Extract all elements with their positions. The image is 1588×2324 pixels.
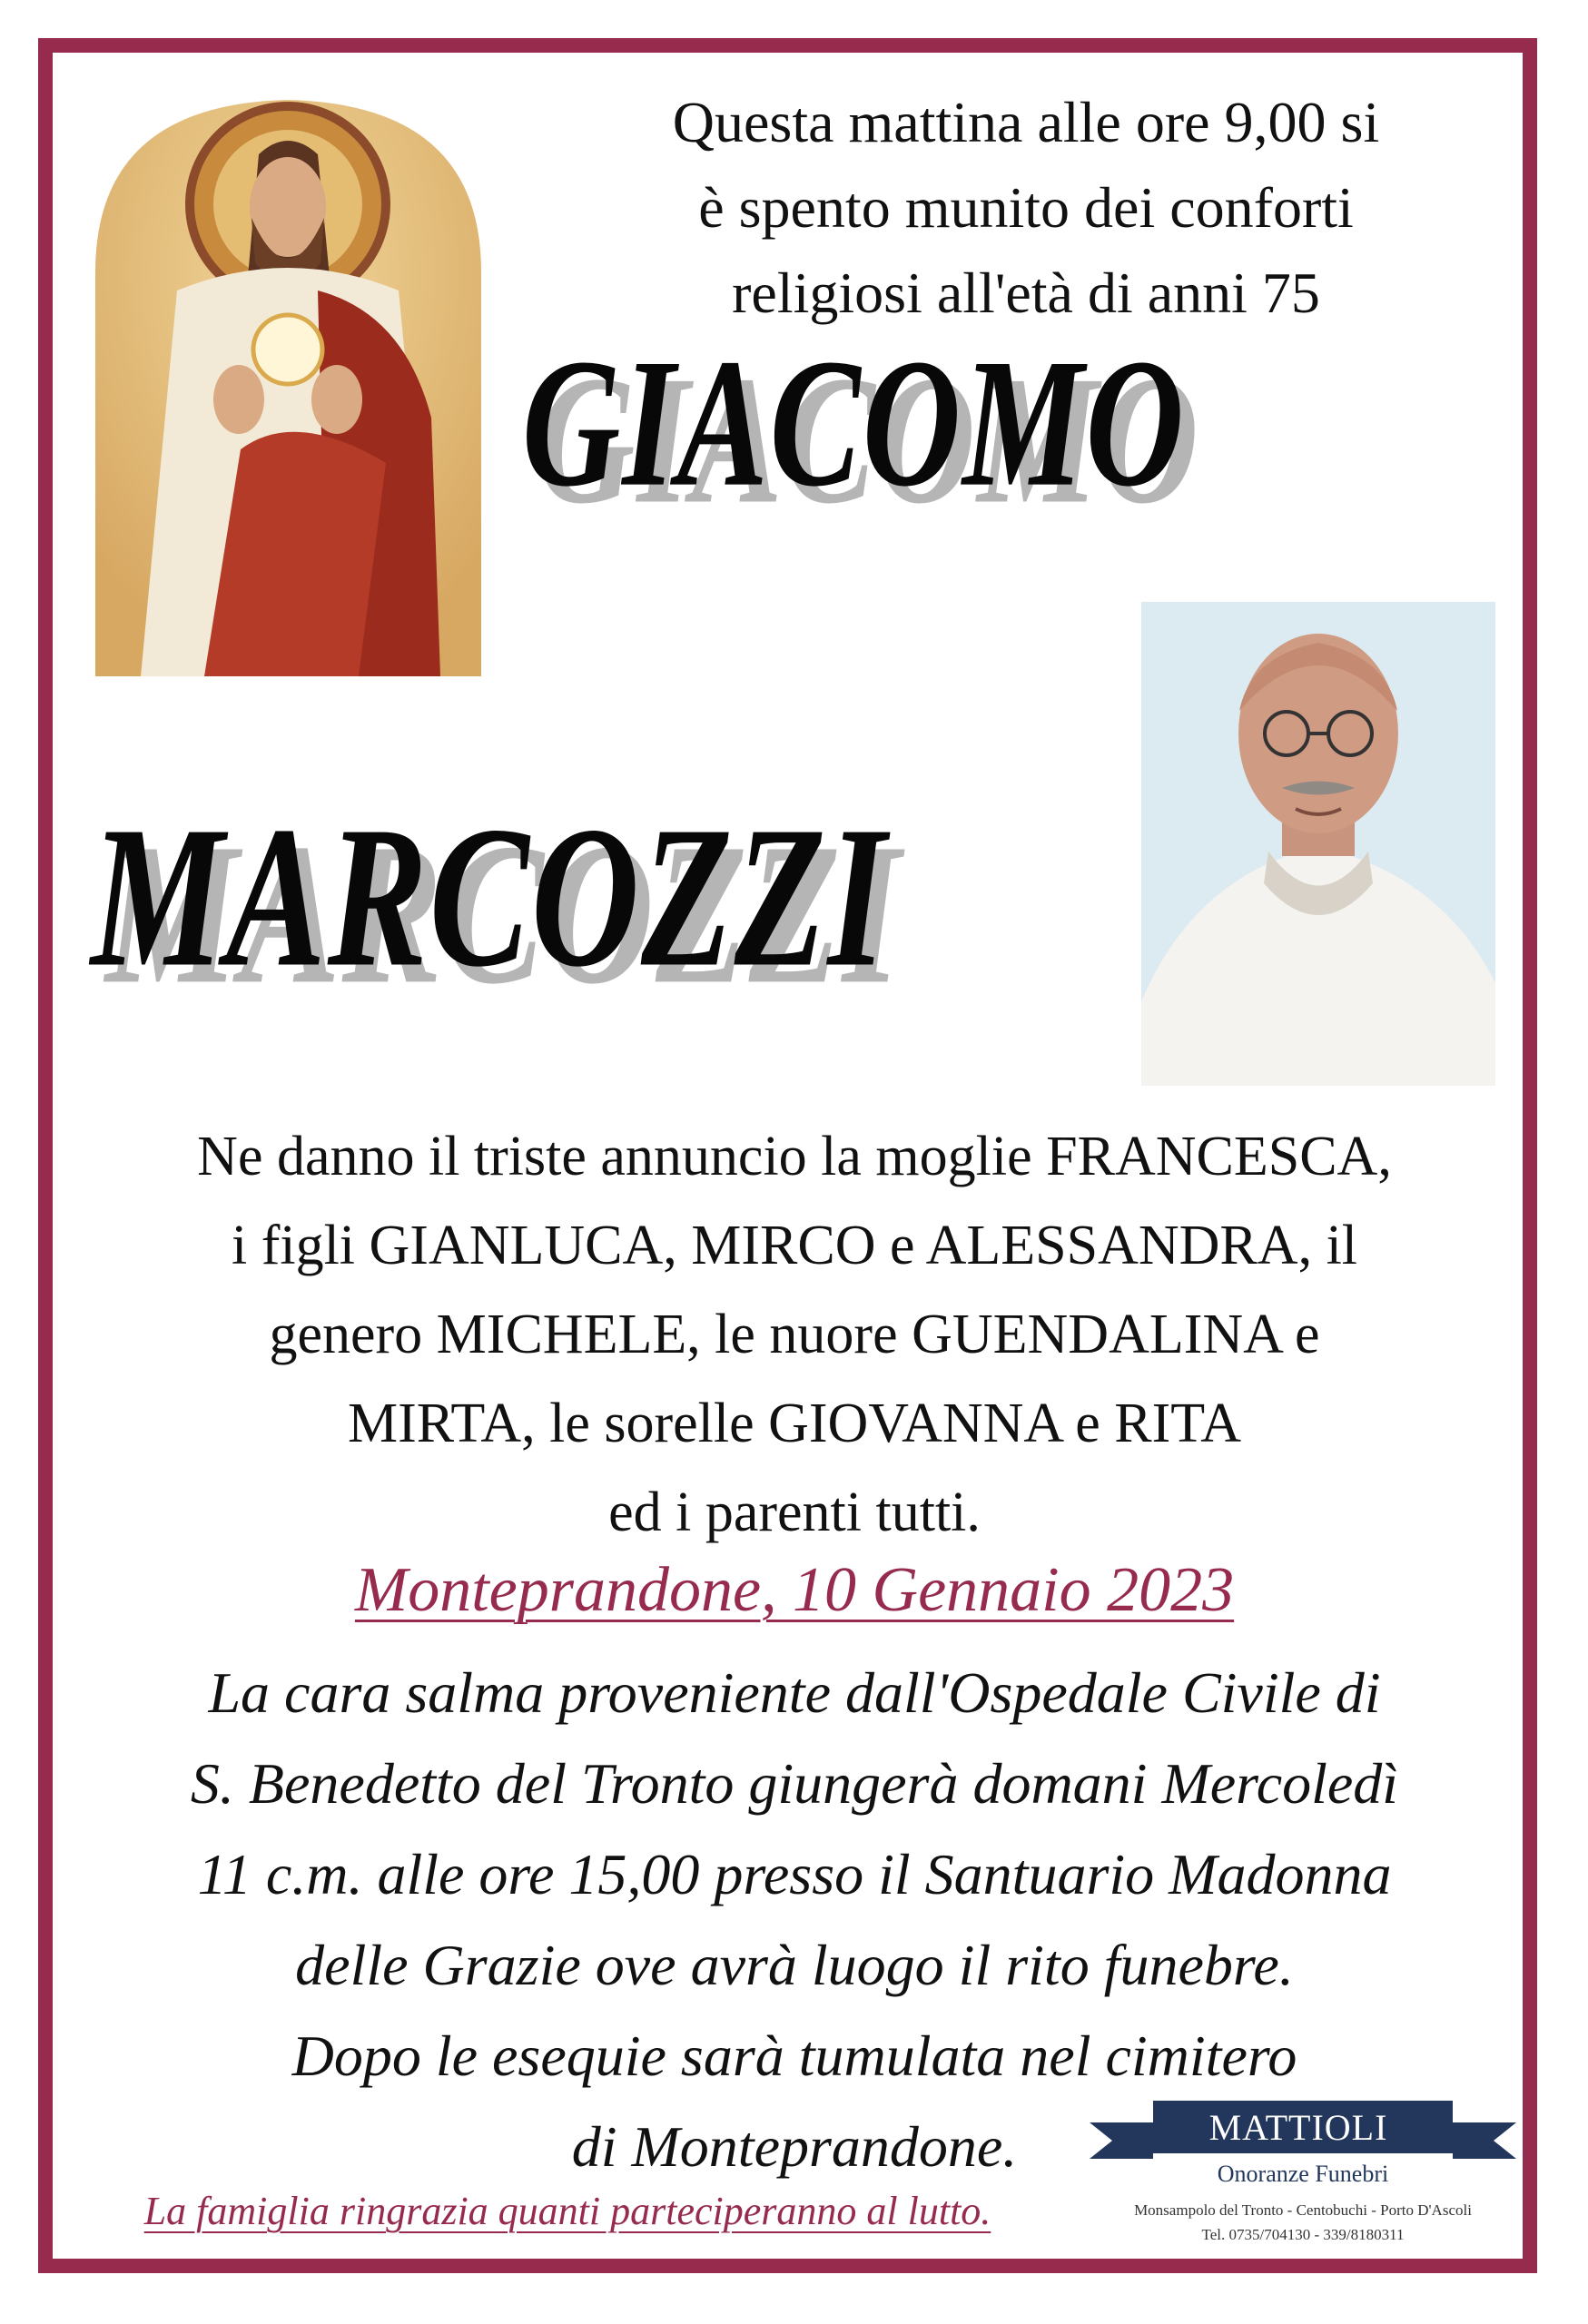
family-notice: Ne danno il triste annuncio la moglie FRANCESCA, i figli GIANLUCA, MIRCO e ALESSANDRA, il genero MICHELE, le nuore GUENDALINA e MIRTA, le sorelle GIOVANNA e RITA ed i parenti tutti. — [197, 1126, 1392, 1543]
portrait-photo — [1141, 602, 1495, 1086]
sacred-heart-image — [86, 91, 490, 676]
last-name: MARCOZZI — [91, 784, 888, 1009]
agency-logo — [1090, 2097, 1516, 2251]
place-date-text: Monteprandone, 10 Gennaio 2023 — [354, 1555, 1235, 1625]
first-name: GIACOMO — [522, 321, 1186, 526]
closing-thanks-text: La famiglia ringrazia quanti parteciperanno al lutto. — [143, 2189, 991, 2233]
agency-name: MATTIOLI — [1208, 2107, 1388, 2148]
announcement-intro: Questa mattina alle ore 9,00 si è spento munito dei conforti religiosi all'età di anni 75 — [672, 90, 1380, 325]
closing-thanks — [100, 2188, 1035, 2234]
funeral-details: La cara salma proveniente dall'Ospedale Civile di S. Benedetto del Tronto giungerà domani Mercoledì 11 c.m. alle ore 15,00 presso il Santuario Madonna delle Grazie ove avrà luogo il rito funebre. Dopo le esequie sarà tumulata nel cimitero di Monteprandone. — [190, 1660, 1399, 2179]
agency-phone: Tel. 0735/704130 - 339/8180311 — [1201, 2226, 1405, 2243]
agency-towns: Monsampolo del Tronto - Centobuchi - Porto D'Ascoli — [1134, 2201, 1472, 2219]
place-date — [82, 1554, 1507, 1627]
agency-subtitle: Onoranze Funebri — [1217, 2161, 1389, 2187]
